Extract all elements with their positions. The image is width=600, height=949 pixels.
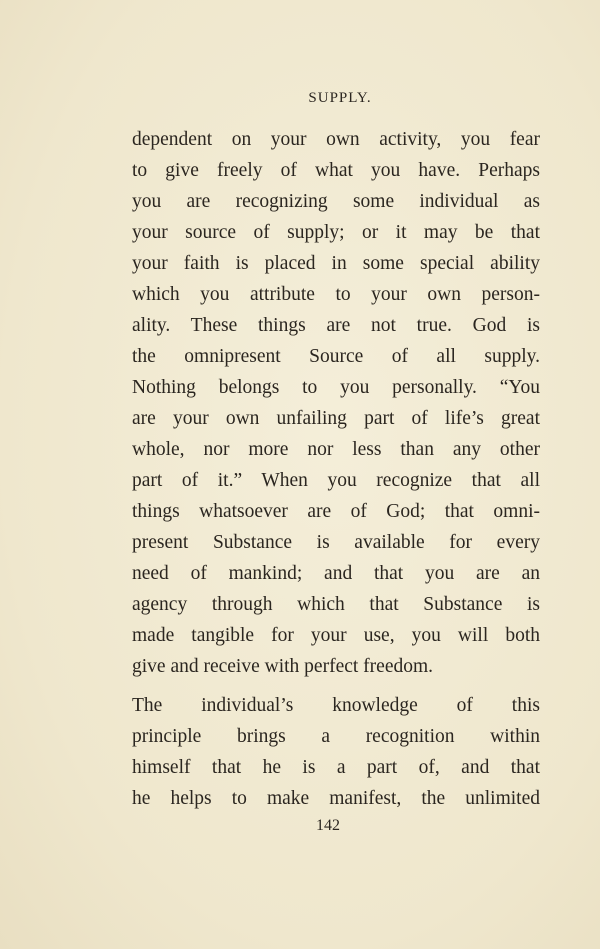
text-line: agency through which that Substance is: [132, 594, 540, 615]
text-line: whole, nor more nor less than any other: [132, 439, 540, 460]
text-line: which you attribute to your own person-: [132, 284, 540, 305]
text-line: Nothing belongs to you personally. “You: [132, 377, 540, 398]
text-line: give and receive with perfect freedom.: [132, 656, 434, 677]
text-line: the omnipresent Source of all supply.: [132, 346, 540, 367]
text-line: are your own unfailing part of life’s great: [132, 408, 540, 429]
text-line: himself that he is a part of, and that: [132, 757, 540, 778]
text-line: part of it.” When you recognize that all: [132, 470, 540, 491]
text-line: you are recognizing some individual as: [132, 191, 540, 212]
text-line: need of mankind; and that you are an: [132, 563, 540, 584]
text-line: principle brings a recognition within: [132, 726, 540, 747]
body-text: [132, 124, 540, 814]
text-line: made tangible for your use, you will both: [132, 625, 540, 646]
paragraph-gap: [132, 682, 540, 690]
paragraph: [132, 124, 540, 682]
paragraph: [132, 690, 540, 814]
text-line: your source of supply; or it may be that: [132, 222, 540, 243]
text-line: things whatsoever are of God; that omni-: [132, 501, 540, 522]
text-line: your faith is placed in some special ability: [132, 253, 540, 274]
text-line: ality. These things are not true. God is: [132, 315, 540, 336]
text-line: present Substance is available for every: [132, 532, 540, 553]
page-number: 142: [316, 817, 340, 834]
running-header: SUPPLY.: [308, 90, 372, 106]
text-line: dependent on your own activity, you fear: [132, 129, 540, 150]
text-line: he helps to make manifest, the unlimited: [132, 788, 540, 809]
text-line: The individual’s knowledge of this: [132, 695, 540, 716]
text-line: to give freely of what you have. Perhaps: [132, 160, 540, 181]
